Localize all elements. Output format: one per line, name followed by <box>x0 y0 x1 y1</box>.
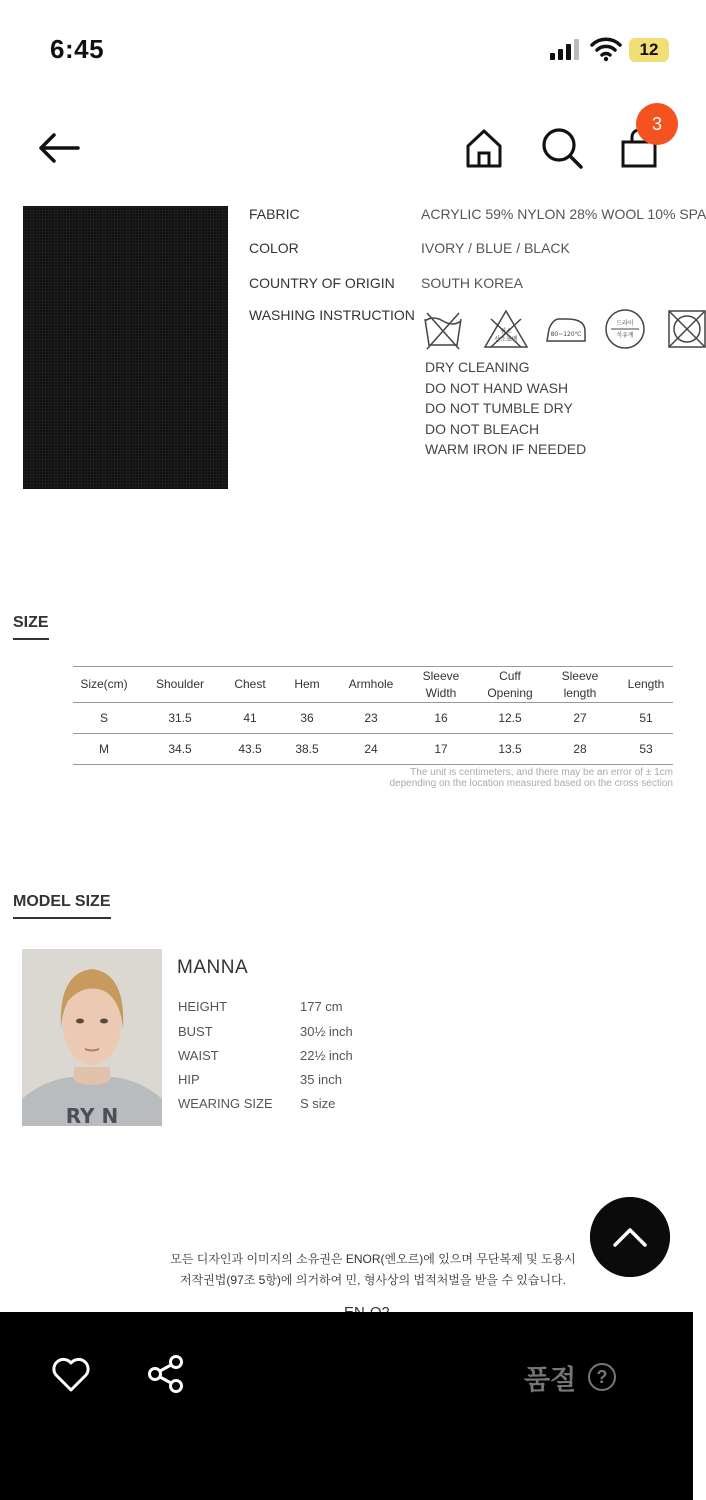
size-col-header: Sleeve Width <box>403 667 479 703</box>
svg-text:RY N: RY N <box>65 1104 119 1128</box>
table-cell: 13.5 <box>479 734 541 765</box>
table-row <box>73 734 673 765</box>
cart-count-badge: 3 <box>636 103 678 145</box>
bottom-action-bar <box>0 1312 693 1500</box>
size-section-title: SIZE <box>13 614 49 640</box>
table-cell: 34.5 <box>135 734 225 765</box>
size-col-header: Armhole <box>339 667 403 703</box>
model-stat-label: WAIST <box>178 1048 219 1063</box>
washing-line-1: DRY CLEANING <box>425 359 530 375</box>
model-size-section-title: MODEL SIZE <box>13 893 111 919</box>
size-col-header: Chest <box>225 667 275 703</box>
table-cell: 27 <box>541 703 619 734</box>
size-col-header: Hem <box>275 667 339 703</box>
table-row <box>73 703 673 734</box>
spec-label-fabric: FABRIC <box>249 206 300 222</box>
table-cell: S <box>73 703 135 734</box>
no-tumble-dry-icon <box>669 311 705 347</box>
table-cell: M <box>73 734 135 765</box>
spec-value-fabric: ACRYLIC 59% NYLON 28% WOOL 10% SPA <box>421 206 706 222</box>
model-stat-value: 30½ inch <box>300 1024 353 1039</box>
table-cell: 41 <box>225 703 275 734</box>
size-col-header: Cuff Opening <box>479 667 541 703</box>
heart-icon[interactable] <box>50 1356 92 1394</box>
home-icon[interactable] <box>462 126 506 170</box>
model-stat-label: HEIGHT <box>178 999 228 1014</box>
clipped-text <box>344 1304 390 1312</box>
scroll-to-top-button[interactable] <box>590 1197 670 1277</box>
washing-line-3: DO NOT TUMBLE DRY <box>425 400 573 416</box>
size-note-line-1: The unit is centimeters, and there may be an error of ± 1cm <box>410 767 673 778</box>
svg-text:80~120℃: 80~120℃ <box>550 331 582 338</box>
copyright-line-1: 모든 디자인과 이미지의 소유권은 ENOR(엔오르)에 있으며 무단복제 및 도용시 <box>170 1252 576 1266</box>
search-icon[interactable] <box>540 126 584 170</box>
back-arrow-icon[interactable] <box>34 128 84 168</box>
spec-label-origin: COUNTRY OF ORIGIN <box>249 275 395 291</box>
model-stat-label: BUST <box>178 1024 213 1039</box>
dry-clean-icon <box>606 310 644 348</box>
sold-out-label: 품절 <box>524 1365 577 1395</box>
size-table <box>73 666 673 765</box>
no-bleach-icon <box>485 311 527 347</box>
table-cell: 51 <box>619 703 673 734</box>
table-cell: 16 <box>403 703 479 734</box>
spec-value-color: IVORY / BLUE / BLACK <box>421 240 570 256</box>
no-hand-wash-icon <box>425 313 461 349</box>
wifi-icon <box>590 36 622 62</box>
help-icon[interactable]: ? <box>588 1363 616 1391</box>
model-stat-label: HIP <box>178 1072 200 1087</box>
battery-level: 12 <box>629 38 669 62</box>
top-nav <box>0 110 693 190</box>
washing-line-4: DO NOT BLEACH <box>425 421 540 437</box>
copyright-notice <box>150 1249 596 1291</box>
spec-label-washing: WASHING INSTRUCTION <box>249 307 415 323</box>
model-stat-value: 177 cm <box>300 999 343 1014</box>
size-col-header: Sleeve length <box>541 667 619 703</box>
spec-label-color: COLOR <box>249 240 299 256</box>
size-col-header: Shoulder <box>135 667 225 703</box>
copyright-line-2: 저작권법(97조 5항)에 의거하여 민, 형사상의 법적처벌을 받을 수 있습니다. <box>180 1273 566 1287</box>
washing-line-5: WARM IRON IF NEEDED <box>425 441 587 457</box>
care-symbols <box>421 305 693 353</box>
model-name: MANNA <box>177 957 249 978</box>
fabric-swatch-image <box>23 206 228 489</box>
svg-text:산소표백: 산소표백 <box>494 336 518 343</box>
table-cell: 28 <box>541 734 619 765</box>
svg-text:석유계: 석유계 <box>616 332 634 339</box>
size-col-header: Size(cm) <box>73 667 135 703</box>
table-cell: 17 <box>403 734 479 765</box>
table-cell: 36 <box>275 703 339 734</box>
spec-value-origin: SOUTH KOREA <box>421 275 523 291</box>
table-cell: 31.5 <box>135 703 225 734</box>
table-cell: 38.5 <box>275 734 339 765</box>
table-cell: 24 <box>339 734 403 765</box>
model-stat-value: 22½ inch <box>300 1048 353 1063</box>
size-table-header <box>73 667 673 703</box>
washing-line-2: DO NOT HAND WASH <box>425 380 569 396</box>
size-col-header: Length <box>619 667 673 703</box>
table-cell: 43.5 <box>225 734 275 765</box>
size-note-line-2: depending on the location measured based on the cross section <box>389 778 673 789</box>
model-stat-value: 35 inch <box>300 1072 342 1087</box>
status-bar <box>0 0 693 100</box>
table-cell: 23 <box>339 703 403 734</box>
iron-icon <box>547 319 585 341</box>
status-time: 6:45 <box>50 34 105 64</box>
svg-text:드라이: 드라이 <box>616 320 634 327</box>
model-stat-label: WEARING SIZE <box>178 1096 273 1111</box>
size-table-note <box>300 767 673 789</box>
table-cell: 12.5 <box>479 703 541 734</box>
table-cell: 53 <box>619 734 673 765</box>
svg-text:염소: 염소 <box>500 328 512 335</box>
model-photo <box>22 949 162 1126</box>
model-stat-value: S size <box>300 1096 336 1111</box>
share-icon[interactable] <box>146 1354 186 1394</box>
cellular-signal-icon <box>549 38 581 62</box>
